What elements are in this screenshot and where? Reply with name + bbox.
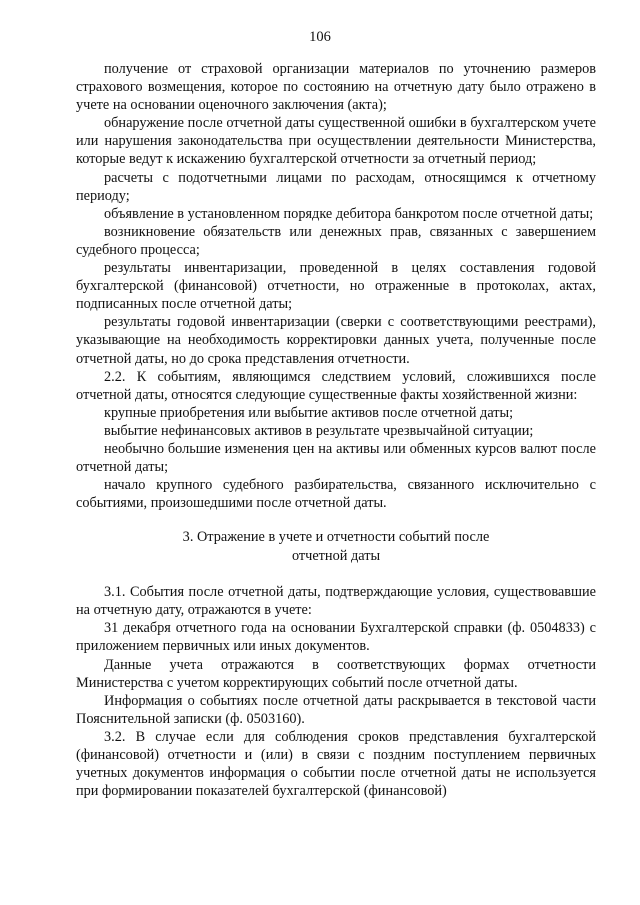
paragraph: необычно большие изменения цен на активы или обменных курсов валют после отчетной даты; [76,440,596,476]
paragraph: Информация о событиях после отчетной даты раскрывается в текстовой части Пояснительной записки (ф. 0503160). [76,692,596,727]
paragraph: крупные приобретения или выбытие активов после отчетной даты; [104,404,514,421]
document-body [76,60,596,800]
paragraph: результаты годовой инвентаризации (сверки с соответствующими реестрами), указывающие на необходимость корректировки данных учета, полученные после отчетной даты, но до срока представления отчетности. [76,314,596,367]
paragraph: получение от страховой организации материалов по уточнению размеров страхового возмещения, которое по состоянию на отчетную дату было отражено в учете на основании оценочного заключения (акта); [76,61,596,114]
section-heading [76,528,596,565]
paragraph: 3.1. События после отчетной даты, подтверждающие условия, существовавшие на отчетную дату, отражаются в учете: [76,584,596,619]
paragraph: 31 декабря отчетного года на основании Бухгалтерской справки (ф. 0504833) с приложением первичных или иных документов. [76,620,596,655]
paragraph: объявление в установленном порядке дебитора банкротом после отчетной даты; [104,205,594,222]
paragraph: результаты инвентаризации, проведенной в целях составления годовой бухгалтерской (финансовой) отчетности, но отраженные в протоколах, актах, подписанных после отчетной даты; [76,260,596,313]
paragraph: 2.2. К событиям, являющимся следствием условий, сложившихся после отчетной даты, относятся следующие существенные факты хозяйственной жизни: [76,368,596,403]
paragraph: Данные учета отражаются в соответствующих формах отчетности Министерства с учетом корректирующих событий после отчетной даты. [76,656,596,691]
paragraph: выбытие нефинансовых активов в результате чрезвычайной ситуации; [104,422,534,439]
paragraph: 3.2. В случае если для соблюдения сроков представления бухгалтерской (финансовой) отчетности и (или) в связи с поздним поступлением первичных учетных документов информация о событии после отчетной даты не используется при формировании показателей бухгалтерской (финансовой) [76,728,596,800]
paragraph: начало крупного судебного разбирательства, связанного исключительно с событиями, произошедшими после отчетной даты. [76,477,596,512]
paragraph: расчеты с подотчетными лицами по расходам, относящимся к отчетному периоду; [76,169,596,204]
section-heading-line-1: 3. Отражение в учете и отчетности событий после [182,529,490,546]
paragraph: обнаружение после отчетной даты существенной ошибки в бухгалтерском учете или нарушения законодательства при осуществлении деятельности Министерства, которые ведут к искажению бухгалтерской отчетности за отчетный период; [76,115,596,168]
section-heading-line-2: отчетной даты [291,547,381,564]
paragraph: возникновение обязательств или денежных прав, связанных с завершением судебного процесса; [76,223,596,258]
page-number: 106 [309,29,331,45]
